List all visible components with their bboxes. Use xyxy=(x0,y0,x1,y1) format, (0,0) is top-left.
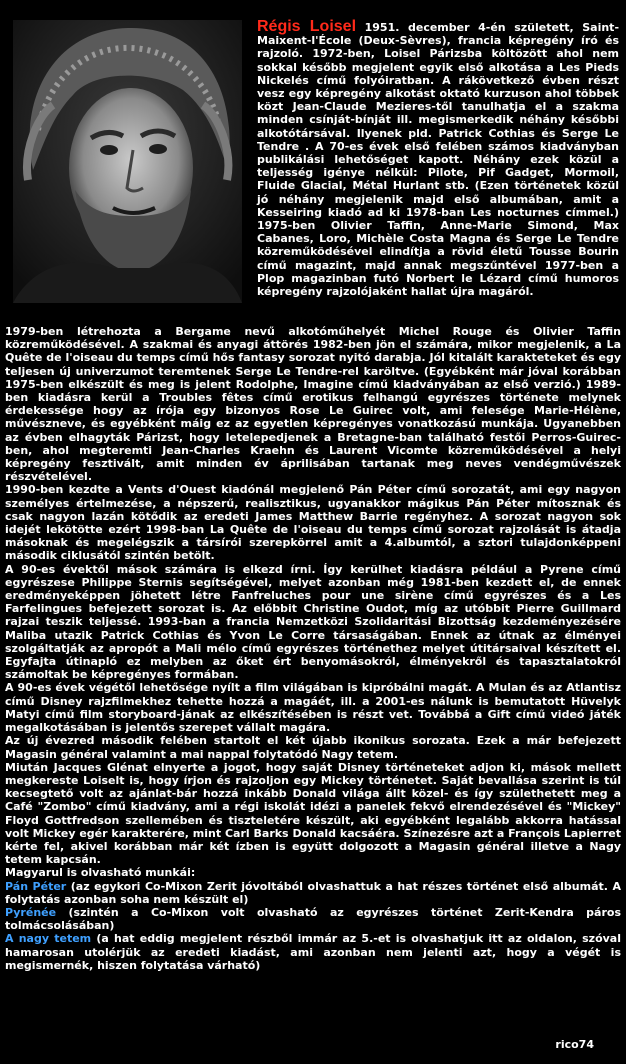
paragraph-90s-writing: A 90-es évektől mások számára is elkezd írni. Így kerülhet kiadásra például a Pyrene című egyrészese Philippe Sternis segítségével, melyet azonban még 1981-ben kezdett el, de ennek eredményeképpen jöhetett létre Fanfreluches pour une sirène című egyrészes és a Les Farfelingues befejezett sorozat is. Az előbbit Christine Oudot, míg az utóbbit Pierre Guillmard rajzai teszik teljessé. 1993-ban a francia Nemzetközi Szolidaritási Bizottság kezdeményezésére Maliba utazik Patrick Cothias és Yvon Le Corre társaságában. Ennek az útnak az élményei szolgáltatják az apropót a Mali mélo című egyrészes történethez melyet útitársaival készített el. Egyfajta útinapló ez melyben az őket ért benyomásokról, élményekről és tapasztalatokról számoltak be képregényes formában. xyxy=(5,562,621,682)
intro-text xyxy=(257,20,619,298)
work-desc: (szintén a Co-Mixon volt olvasható az egyrészes történet Zerit-Kendra páros tolmácsolásában) xyxy=(5,905,621,933)
author-portrait-image xyxy=(13,20,242,303)
work-link-pan-peter[interactable]: Pán Péter xyxy=(5,879,67,893)
article-body xyxy=(5,325,621,972)
paragraph-bergame: 1979-ben létrehozta a Bergame nevű alkotóműhelyét Michel Rouge és Olivier Taffin közreműködésével. A szakmai és anyagi áttörés 1982-ben jön el számára, mikor megjelenik, a La Quête de l'oiseau du temps című hős fantasy sorozat nyitó darabja. Jól kitalált karakteteket és egy teljesen új univerzumot teremtenek Serge Le Tendre-rel karöltve. (Egyébként már jóval korábban 1975-ben elkészült és meg is jelent Rodolphe, Imagine című kiadványában az első verzió.) 1989-ben kiadásra kerül a Troubles fêtes című erotikus felhangú egyrészes története melynek érdekessége hogy az írója egy bizonyos Rose Le Guirec volt, ami felesége Marie-Hélène, művészneve, és egyébként máig ez az egyetlen képregényes vonatkozású munkája. Ugyanebben az évben elhagyták Párizst, hogy letelepedjenek a Bretagne-ban található festői Perros-Guirec-ben, ahol megteremti Jean-Charles Kraehn és Laurent Vicomte közreműködésével a helyi képregény fesztivált, amit minden év áprilisában tartanak meg neves vendégművészek részvételével. xyxy=(5,325,621,484)
paragraph-new-series: Az új évezred második felében startolt el két újabb ikonikus sorozata. Ezek a már befejezett Magasin général valamint a mai nappal folytatódó Nagy tetem. xyxy=(5,734,621,761)
work-item xyxy=(5,932,621,972)
work-link-pyrenee[interactable]: Pyrénée xyxy=(5,905,57,919)
paragraph-pan-peter: 1990-ben kezdte a Vents d'Ouest kiadónál megjelenő Pán Péter című sorozatát, ami egy nagyon személyes értelmezése, a népszerű, realisztikus, ugyanakkor mágikus Pán Péter mítosznak és csak nagyon lazán kötődik az eredeti James Matthew Barrie regényhez. A sorozat nagyon sok idejét lekötötte ezért 1998-ban La Quête de l'oiseau du temps című sorozat rajzolását is átadja másoknak és megelégszik a társírói szerepkörrel amit a 4.albumtól, a sztori tulajdonképpeni második ciklusától szintén betölt. xyxy=(5,483,621,563)
work-link-a-nagy-tetem[interactable]: A nagy tetem xyxy=(5,932,92,946)
work-item xyxy=(5,906,621,932)
paragraph-film: A 90-es évek végétől lehetősége nyílt a film világában is kipróbálni magát. A Mulan és az Atlantisz című Disney rajzfilmekhez tehette hozzá a magáét, ill. a 2001-es nálunk is bemutatott Hüvelyk Matyi című film storyboard-jának az elkészítésében is részt vet. Továbbá a Gift című videó játék megalkotásában is jelentős szerepet vállalt magára. xyxy=(5,681,621,735)
paragraph-mickey: Miután Jacques Glénat elnyerte a jogot, hogy saját Disney történeteket adjon ki, mások mellett megkereste Loiselt is, hogy írjon és rajzoljon egy Mickey történetet. Saját bevallása szerint is túl kecsegtető volt az ajánlat-bár hozzá inkább Donald világa állt közel- és így születhetett meg a Café "Zombo" című kiadvány, ami a régi iskolát idézi a panelek fekvő elrendezésével és "Mickey" Floyd Gottfredson szellemében és tiszteletére készült, aki egyébként legalább akkorra hatással volt Mickey egér karakterére, mint Carl Barks Donald kacsáéra. Színezésre azt a François Lapierret kérte fel, akivel korábban már két ízben is együtt dolgozott a Magasin général illetve a Nagy tetem kapcsán. xyxy=(5,760,621,867)
works-heading: Magyarul is olvasható munkái: xyxy=(5,866,196,880)
author-name: Régis Loisel xyxy=(257,18,357,35)
work-item xyxy=(5,880,621,906)
author-signature: rico74 xyxy=(555,1038,594,1051)
author-photo xyxy=(13,20,242,303)
work-desc: (az egykori Co-Mixon Zerit jóvoltából olvashattuk a hat részes történet első albumát. A folytatás azonban soha nem készült el) xyxy=(5,879,621,906)
work-desc: (a hat eddig megjelent részből immár az 5.-et is olvashatjuk itt az oldalon, szóval hamarosan utolérjük az eredeti kiadást, ami azonban nem jelenti azt, hogy a végét is megismernék, hiszen folytatása várható) xyxy=(5,932,621,972)
intro-paragraph: 1951. december 4-én született, Saint-Maixent-l'École (Deux-Sèvres), francia képregény író és rajzoló. 1972-ben, Loisel Párizsba költözött ahol nem sokkal később megjelent egyik első alkotása a Les Pieds Nickelés című folyóiratban. A rákövetkező évben részt vesz egy képregény alkotást oktató kurzuson ahol többek közt Jean-Claude Mezieres-től tanulhatja el a szakma minden csínját-bínját ill. megismerkedik néhány későbbi alkotótársával. Ilyenek pld. Patrick Cothias és Serge Le Tendre . A 70-es évek első felében számos kiadványban publikálási lehetőséget kapott. Néhány ezek közül a teljesség igénye nélkül: Pilote, Pif Gadget, Mormoil, Fluide Glacial, Métal Hurlant stb. (Ezen történetek közül jó néhány megjelenik majd első albumában, amit a Kesseiring kiadó ad ki 1978-ban Les nocturnes címmel.) 1975-ben Olivier Taffin, Anne-Marie Simond, Max Cabanes, Loro, Michèle Costa Magna és Serge Le Tendre közreműködésével elindítja a rövid életű Tousse Bourin című magazint, majd annak megszűntével 1977-ben a Plop magazinban futó Norbert le Lézard című humoros képregény rajzolójaként hallat újra magáról. xyxy=(257,21,620,299)
